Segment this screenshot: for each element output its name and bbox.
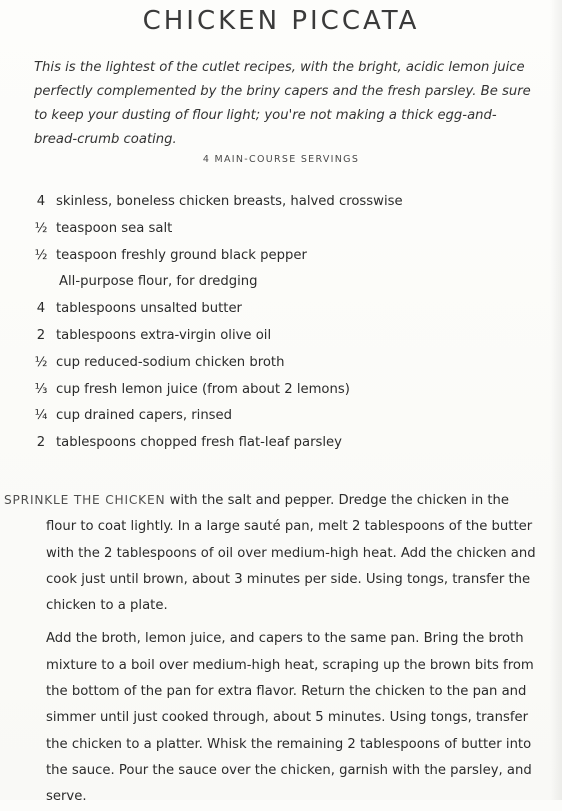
ingredient-text: tablespoons unsalted butter	[56, 301, 242, 317]
ingredient-text: skinless, boneless chicken breasts, halved crosswise	[56, 194, 403, 209]
ingredient-text: teaspoon sea salt	[56, 220, 173, 236]
ingredient-quantity: ½	[34, 354, 48, 370]
ingredient-item	[0, 243, 562, 270]
ingredient-quantity: ½	[34, 220, 48, 236]
step-text: with the salt and pepper. Dredge the chicken in the flour to coat lightly. In a large sauté pan, melt 2 tablespoons of the butter with the 2 tablespoons of oil over medium-high heat. Add the chicken and cook just until brown, about 3 minutes per side. Using tongs, transfer the chicken to a plate.	[46, 493, 536, 614]
ingredient-quantity: 4	[36, 301, 46, 317]
ingredient-text: tablespoons chopped fresh flat-leaf parsley	[56, 435, 342, 451]
ingredient-text: cup fresh lemon juice (from about 2 lemons)	[56, 381, 350, 397]
ingredient-item	[0, 323, 562, 350]
ingredient-text: teaspoon freshly ground black pepper	[56, 247, 307, 263]
ingredient-quantity: 2	[36, 435, 46, 451]
ingredient-item	[0, 296, 562, 323]
ingredient-quantity: ¼	[34, 408, 48, 424]
ingredient-item	[0, 269, 562, 296]
recipe-title: CHICKEN PICCATA	[142, 6, 420, 36]
ingredient-text: All-purpose flour, for dredging	[59, 274, 258, 290]
recipe-intro: This is the lightest of the cutlet recipes, with the bright, acidic lemon juice perfectly complemented by the briny capers and the fresh parsley. Be sure to keep your dusting of flour light; you're not making a thick egg-and-bread-crumb coating.	[34, 60, 531, 147]
ingredient-text: tablespoons extra-virgin olive oil	[56, 327, 272, 343]
ingredient-item	[0, 189, 562, 216]
ingredient-text: cup drained capers, rinsed	[56, 408, 233, 424]
ingredient-quantity: ½	[34, 247, 48, 263]
ingredient-item	[0, 350, 562, 377]
ingredient-item	[0, 430, 562, 457]
direction-step-2: Add the broth, lemon juice, and capers to the same pan. Bring the broth mixture to a boil over medium-high heat, scraping up the brown bits from the bottom of the pan for extra flavor. Return the chicken to the pan and simmer until just cooked through, about 5 minutes. Using tongs, transfer the chicken to a platter. Whisk the remaining 2 tablespoons of butter into the sauce. Pour the sauce over the chicken, garnish with the parsley, and serve.	[46, 631, 534, 805]
ingredient-item	[0, 403, 562, 430]
direction-step-1	[4, 487, 538, 619]
ingredient-quantity: 4	[36, 194, 46, 209]
ingredient-item	[0, 377, 562, 404]
directions	[4, 487, 538, 811]
servings-label: 4 MAIN-COURSE SERVINGS	[202, 154, 360, 165]
ingredient-quantity: 2	[36, 327, 46, 343]
ingredient-list	[0, 189, 562, 457]
ingredient-quantity: ⅓	[34, 381, 48, 397]
ingredient-text: cup reduced-sodium chicken broth	[56, 354, 285, 370]
step-lead-in: SPRINKLE THE CHICKEN	[4, 493, 166, 507]
ingredient-item	[0, 216, 562, 243]
